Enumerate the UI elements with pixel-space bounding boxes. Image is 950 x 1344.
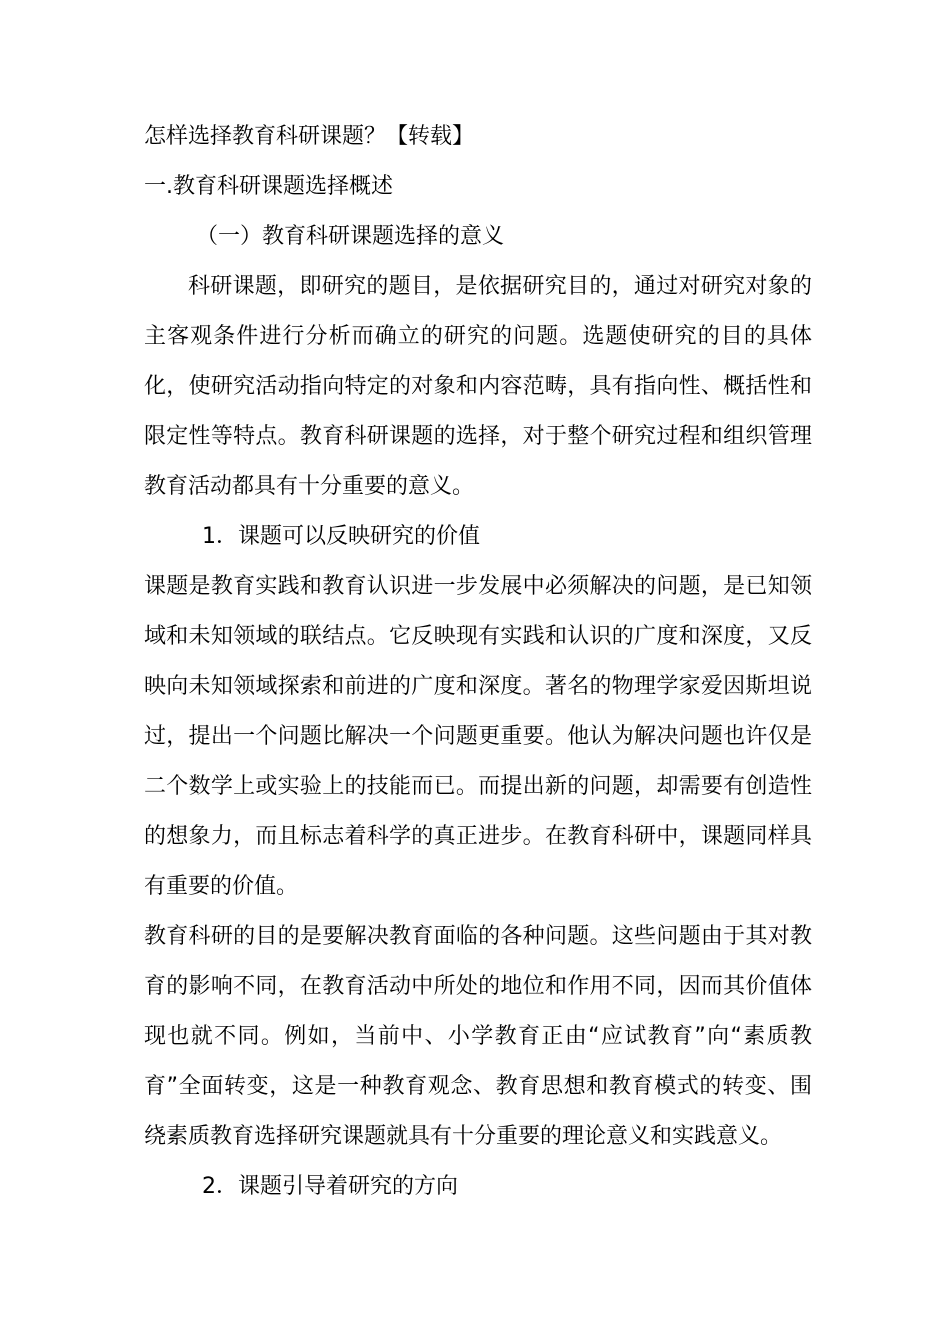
paragraph-definition: 科研课题，即研究的题目，是依据研究目的，通过对研究对象的主客观条件进行分析而确立的研究的问题。选题使研究的目的具体化，使研究活动指向特定的对象和内容范畴，具有指向性、概括性和限定性等特点。教育科研课题的选择，对于整个研究过程和组织管理教育活动都具有十分重要的意义。 (144, 274, 812, 499)
point-heading-direction: 2．课题引导着研究的方向 (202, 1174, 458, 1199)
point-heading-value: 1．课题可以反映研究的价值 (202, 524, 480, 549)
document-title: 怎样选择教育科研课题？【转载】 (144, 124, 475, 149)
document-body (144, 112, 812, 1212)
paragraph-purpose: 教育科研的目的是要解决教育面临的各种问题。这些问题由于其对教育的影响不同，在教育活动中所处的地位和作用不同，因而其价值体现也就不同。例如，当前中、小学教育正由“应试教育”向“素质教育”全面转变，这是一种教育观念、教育思想和教育模式的转变、围绕素质教育选择研究课题就具有十分重要的理论意义和实践意义。 (144, 924, 812, 1149)
subsection-heading: （一）教育科研课题选择的意义 (196, 224, 505, 249)
section-heading: 一.教育科研课题选择概述 (144, 174, 393, 199)
paragraph-value: 课题是教育实践和教育认识进一步发展中必须解决的问题，是已知领域和未知领域的联结点。它反映现有实践和认识的广度和深度，又反映向未知领域探索和前进的广度和深度。著名的物理学家爱因斯坦说过，提出一个问题比解决一个问题更重要。他认为解决问题也许仅是二个数学上或实验上的技能而已。而提出新的问题，却需要有创造性的想象力，而且标志着科学的真正进步。在教育科研中，课题同样具有重要的价值。 (144, 574, 812, 899)
